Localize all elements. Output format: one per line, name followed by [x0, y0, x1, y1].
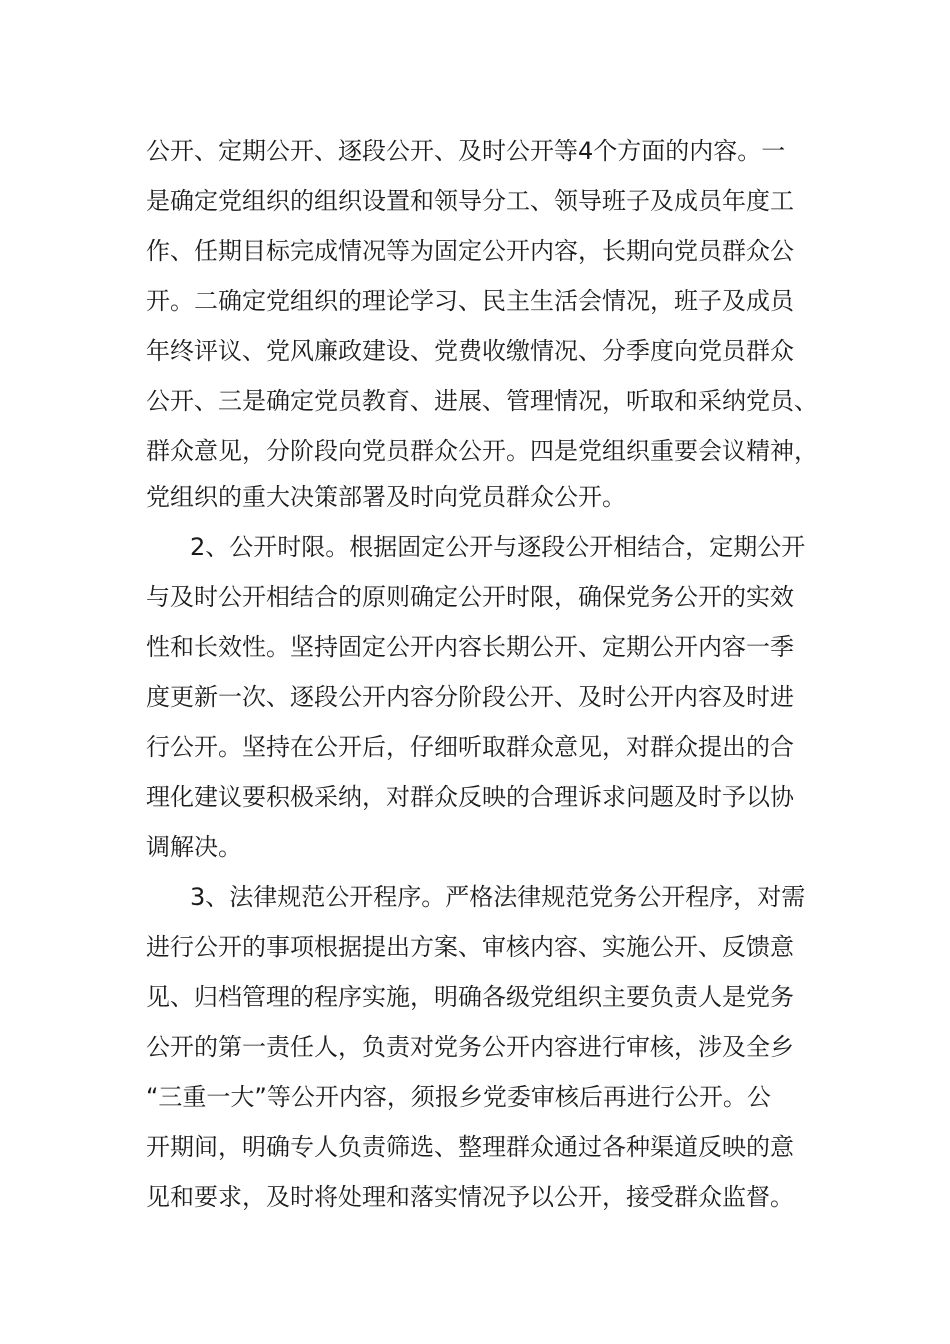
text-line: 公开的第一责任人，负责对党务公开内容进行审核，涉及全乡: [146, 1033, 794, 1061]
text-line: 开。二确定党组织的理论学习、民主生活会情况，班子及成员: [146, 287, 794, 315]
text-line: 调解决。: [146, 833, 242, 861]
text-line: 作、任期目标完成情况等为固定公开内容，长期向党员群众公: [146, 237, 794, 265]
paragraph-2-first-line: 2、公开时限。根据固定公开与逐段公开相结合，定期公开: [190, 533, 806, 561]
text-line: 公开、定期公开、逐段公开、及时公开等4个方面的内容。一: [146, 137, 786, 165]
text-line: 公开、三是确定党员教育、进展、管理情况，听取和采纳党员、: [146, 387, 818, 415]
text-line: 性和长效性。坚持固定公开内容长期公开、定期公开内容一季: [146, 633, 794, 661]
text-line: 年终评议、党风廉政建设、党费收缴情况、分季度向党员群众: [146, 337, 794, 365]
text-line: 开期间，明确专人负责筛选、整理群众通过各种渠道反映的意: [146, 1133, 794, 1161]
text-line: 见、归档管理的程序实施，明确各级党组织主要负责人是党务: [146, 983, 794, 1011]
text-line: 党组织的重大决策部署及时向党员群众公开。: [146, 483, 626, 511]
text-line: 是确定党组织的组织设置和领导分工、领导班子及成员年度工: [146, 187, 794, 215]
text-line: 度更新一次、逐段公开内容分阶段公开、及时公开内容及时进: [146, 683, 794, 711]
text-line: 理化建议要积极采纳，对群众反映的合理诉求问题及时予以协: [146, 783, 794, 811]
text-line: 与及时公开相结合的原则确定公开时限，确保党务公开的实效: [146, 583, 794, 611]
text-line: “三重一大”等公开内容，须报乡党委审核后再进行公开。公: [146, 1083, 771, 1111]
text-line: 行公开。坚持在公开后，仔细听取群众意见，对群众提出的合: [146, 733, 794, 761]
text-line: 群众意见，分阶段向党员群众公开。四是党组织重要会议精神，: [146, 437, 818, 465]
text-line: 进行公开的事项根据提出方案、审核内容、实施公开、反馈意: [146, 933, 794, 961]
paragraph-3-first-line: 3、法律规范公开程序。严格法律规范党务公开程序，对需: [190, 883, 806, 911]
text-line: 见和要求，及时将处理和落实情况予以公开，接受群众监督。: [146, 1183, 794, 1211]
